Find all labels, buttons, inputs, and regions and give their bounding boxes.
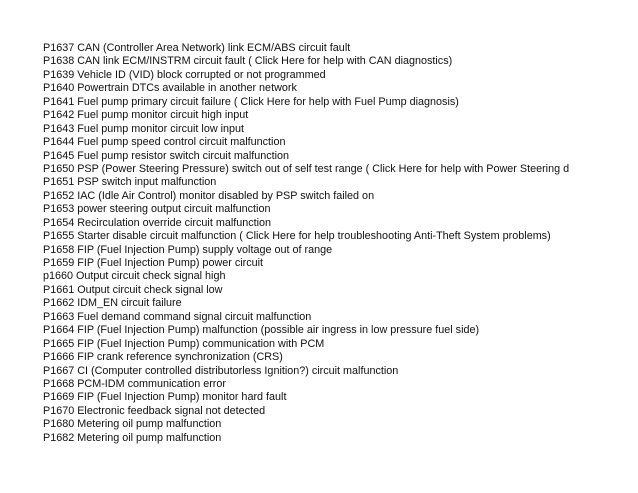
code-line: P1640 Powertrain DTCs available in another network xyxy=(43,82,297,95)
code-line: P1665 FIP (Fuel Injection Pump) communication with PCM xyxy=(43,337,325,350)
code-line: P1666 FIP crank reference synchronization (CRS) xyxy=(43,351,283,364)
code-line: P1638 CAN link ECM/INSTRM circuit fault ( Click Here for help with CAN diagnostics) xyxy=(43,55,453,68)
code-line: P1653 power steering output circuit malfunction xyxy=(43,203,271,216)
code-line: P1670 Electronic feedback signal not detected xyxy=(43,404,266,417)
code-line: P1641 Fuel pump primary circuit failure ( Click Here for help with Fuel Pump diagnosis) xyxy=(43,95,459,108)
code-line: P1651 PSP switch input malfunction xyxy=(43,176,217,189)
code-line: P1668 PCM-IDM communication error xyxy=(43,377,227,390)
code-line: P1643 Fuel pump monitor circuit low input xyxy=(43,122,245,135)
code-line: P1654 Recirculation override circuit malfunction xyxy=(43,216,272,229)
code-line: P1667 CI (Computer controlled distributorless Ignition?) circuit malfunction xyxy=(43,364,399,377)
code-line: P1682 Metering oil pump malfunction xyxy=(43,431,222,444)
dtc-code-list xyxy=(43,42,638,445)
code-line: P1658 FIP (Fuel Injection Pump) supply voltage out of range xyxy=(43,243,333,256)
code-line: P1680 Metering oil pump malfunction xyxy=(43,418,222,431)
code-line: p1660 Output circuit check signal high xyxy=(43,270,226,283)
code-line: P1655 Starter disable circuit malfunction ( Click Here for help troubleshooting Anti-Theft System problems) xyxy=(43,230,551,243)
code-line: P1664 FIP (Fuel Injection Pump) malfunction (possible air ingress in low pressure fuel side) xyxy=(43,324,480,337)
code-line: P1669 FIP (Fuel Injection Pump) monitor hard fault xyxy=(43,391,287,404)
code-line: P1659 FIP (Fuel Injection Pump) power circuit xyxy=(43,257,264,269)
code-line: P1661 Output circuit check signal low xyxy=(43,283,223,296)
code-line: P1642 Fuel pump monitor circuit high input xyxy=(43,109,249,122)
code-line: P1637 CAN (Controller Area Network) link ECM/ABS circuit fault xyxy=(43,42,351,54)
code-line: P1662 IDM_EN circuit failure xyxy=(43,297,182,310)
code-line: P1650 PSP (Power Steering Pressure) switch out of self test range ( Click Here for help with Power Steering d xyxy=(43,162,570,175)
code-line: P1663 Fuel demand command signal circuit malfunction xyxy=(43,310,312,323)
code-line: P1645 Fuel pump resistor switch circuit malfunction xyxy=(43,149,290,162)
code-line: P1639 Vehicle ID (VID) block corrupted or not programmed xyxy=(43,68,326,81)
code-line: P1652 IAC (Idle Air Control) monitor disabled by PSP switch failed on xyxy=(43,189,375,202)
code-line: P1644 Fuel pump speed control circuit malfunction xyxy=(43,136,286,149)
